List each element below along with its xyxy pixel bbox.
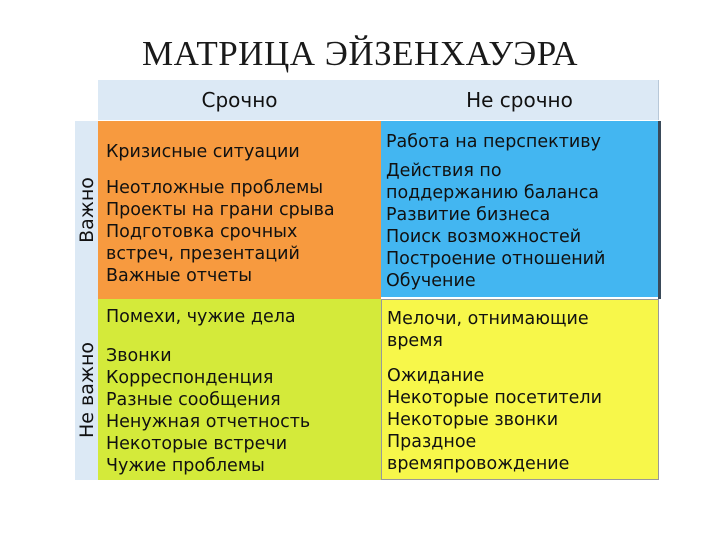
column-header-urgent: Срочно xyxy=(98,80,381,120)
list-item: Действия по xyxy=(386,161,502,181)
quadrant-title: Помехи, чужие дела xyxy=(106,307,296,327)
list-item: Обучение xyxy=(386,271,476,291)
list-item: Ожидание xyxy=(387,366,485,386)
list-item: Праздное xyxy=(387,432,477,452)
list-item: Проекты на грани срыва xyxy=(106,200,335,220)
list-item: Чужие проблемы xyxy=(106,456,265,476)
row-header-not-important xyxy=(75,299,99,480)
list-item: Некоторые звонки xyxy=(387,410,559,430)
quadrant-not-urgent-not-important xyxy=(381,299,659,480)
quadrant-title-line: время xyxy=(387,331,443,351)
row-label-not-important: Не важно xyxy=(75,341,98,438)
quadrant-title: Работа на перспективу xyxy=(386,132,601,152)
list-item: Некоторые встречи xyxy=(106,434,288,454)
list-item: поддержанию баланса xyxy=(386,183,600,203)
list-item: времяпровождение xyxy=(387,454,570,474)
list-item: Неотложные проблемы xyxy=(106,178,324,198)
quadrant-title: Кризисные ситуации xyxy=(106,142,300,162)
list-item: встреч, презентаций xyxy=(106,244,300,264)
quadrant-title xyxy=(387,308,652,352)
list-item: Корреспонденция xyxy=(106,368,274,388)
column-header-not-urgent: Не срочно xyxy=(381,80,659,120)
quadrant-shadow xyxy=(658,121,661,299)
list-item: Важные отчеты xyxy=(106,266,253,286)
row-label-important: Важно xyxy=(75,177,98,243)
quadrant-not-urgent-important xyxy=(381,121,658,297)
list-item: Разные сообщения xyxy=(106,390,281,410)
matrix-title: МАТРИЦА ЭЙЗЕНХАУЭРА xyxy=(142,34,578,73)
list-item: Ненужная отчетность xyxy=(106,412,311,432)
list-item: Звонки xyxy=(106,346,172,366)
list-item: Поиск возможностей xyxy=(386,227,582,247)
list-item: Подготовка срочных xyxy=(106,222,298,242)
list-item: Некоторые посетители xyxy=(387,388,602,408)
list-item: Развитие бизнеса xyxy=(386,205,551,225)
list-item: Построение отношений xyxy=(386,249,606,269)
quadrant-urgent-important xyxy=(98,121,381,299)
quadrant-title-line: Мелочи, отнимающие xyxy=(387,309,589,329)
row-header-important xyxy=(75,121,99,299)
quadrant-urgent-not-important xyxy=(98,299,381,480)
